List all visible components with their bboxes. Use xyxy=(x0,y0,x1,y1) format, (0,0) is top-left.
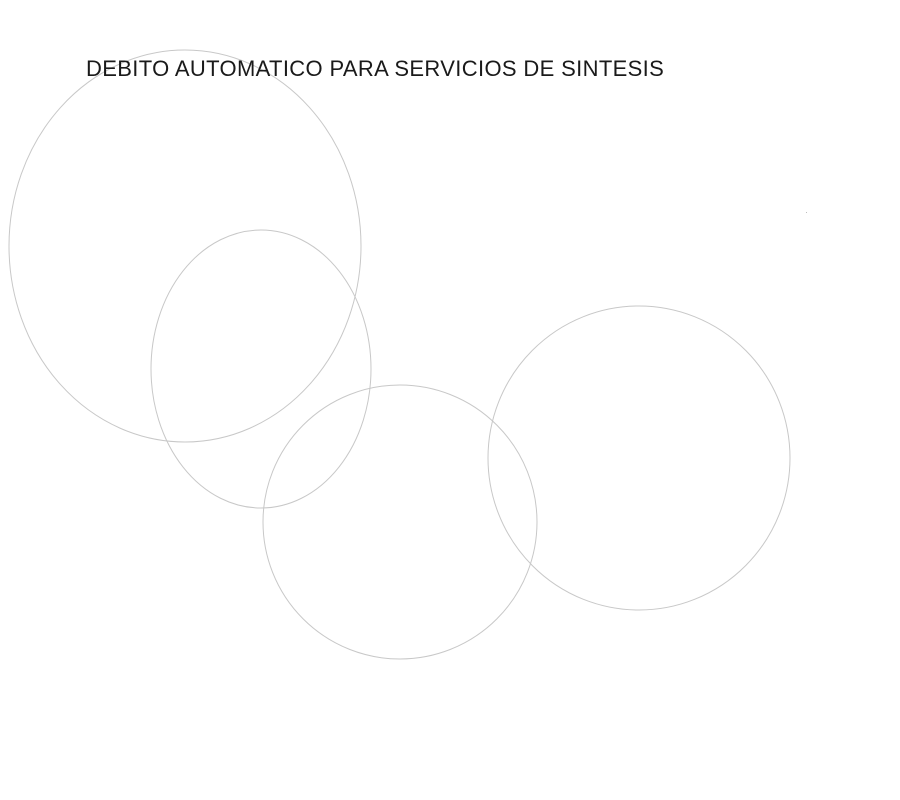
decorative-circle-large xyxy=(9,50,361,442)
page-title: DEBITO AUTOMATICO PARA SERVICIOS DE SINTESIS xyxy=(86,56,665,81)
decorative-circle-bottom xyxy=(263,385,537,659)
decorative-circle-small xyxy=(151,230,371,508)
decorative-circle-right xyxy=(488,306,790,610)
decorative-speck xyxy=(806,212,807,213)
